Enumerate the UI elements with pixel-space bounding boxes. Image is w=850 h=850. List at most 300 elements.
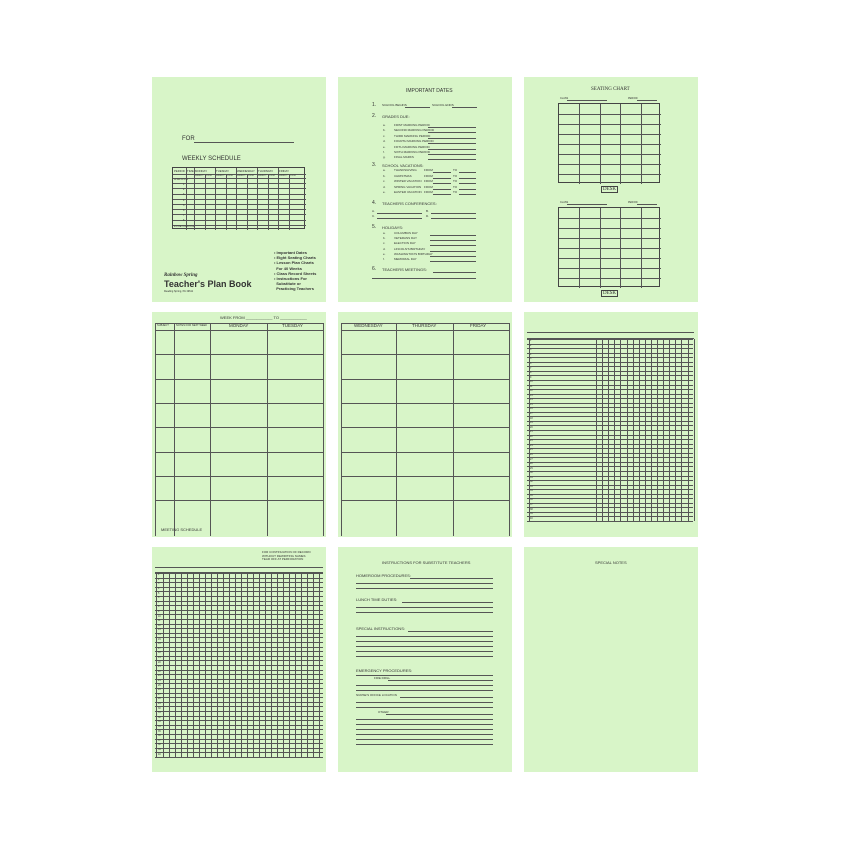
schedule-subheader: ROOM: [268, 175, 275, 177]
rule-line: [155, 610, 323, 611]
row-number: 33: [530, 484, 533, 488]
row-number: 7: [158, 600, 160, 604]
rule-line: [694, 339, 695, 521]
rule-line: [155, 628, 323, 632]
row-number: 21: [158, 665, 161, 669]
to-label: TO: [453, 179, 458, 183]
holiday-letter: c.: [383, 241, 386, 246]
column-subject: SUBJECT: [157, 324, 169, 327]
row-number: 30: [158, 706, 161, 710]
rule-line: [356, 607, 493, 608]
rule-line: [452, 107, 477, 108]
rule-line: [341, 452, 509, 453]
row-number: 19: [530, 421, 533, 425]
schedule-subheader: SUBJECT: [215, 175, 225, 177]
rule-line: [433, 183, 451, 184]
for-label: FOR: [182, 136, 195, 142]
row-number: 17: [158, 646, 161, 650]
row-number: 4: [158, 587, 160, 590]
row-number: 28: [158, 697, 161, 701]
conference-label: A.: [372, 209, 375, 213]
rule-line: [377, 213, 422, 214]
rule-line: [155, 452, 323, 453]
row-number: 24: [158, 679, 161, 682]
perforation-note: FOR CONTINUATION OF RECORD WITHOUT REWRITING NAMES TEAR OFF AT PERFORATION: [262, 550, 311, 562]
holiday-item: VETERANS DAY: [394, 236, 417, 241]
important-dates-page: [338, 77, 512, 302]
row-number: 1: [158, 573, 160, 577]
substitute-lines: [338, 547, 512, 772]
weekly-plan-left-page: [152, 312, 326, 537]
rule-line: [527, 389, 693, 393]
row-number: 1: [530, 339, 532, 343]
rule-line: [173, 204, 306, 205]
vacation-letter: e.: [383, 190, 386, 194]
rule-line: [408, 631, 493, 632]
grade-item: SIXTH MARKING PERIOD: [394, 150, 431, 154]
row-number: 15: [158, 637, 161, 641]
rule-line: [433, 172, 451, 173]
rule-line: [155, 587, 323, 588]
rule-line: [559, 144, 661, 145]
row-number: 40: [158, 752, 161, 756]
rule-line: [155, 702, 323, 703]
teachers-meetings-title: TEACHERS MEETINGS:: [382, 267, 427, 272]
row-number: 26: [530, 452, 533, 456]
column-monday: MONDAY: [229, 323, 249, 328]
vacation-item: THANKSGIVING: [394, 168, 417, 172]
rule-line: [637, 204, 657, 205]
rule-line: [155, 739, 323, 740]
rule-line: [527, 521, 693, 522]
rule-line: [155, 720, 323, 724]
row-number: 32: [158, 715, 161, 719]
rule-line: [356, 641, 493, 642]
seating-class-label: CLASS: [560, 201, 569, 204]
grade-letter: d.: [383, 139, 386, 144]
period-number: 5: [183, 203, 185, 207]
period-number: 2: [183, 188, 185, 192]
grade-letter: f.: [383, 150, 385, 154]
vacation-letter: a.: [383, 168, 386, 172]
grade-item: FIFTH MARKING PERIOD: [394, 144, 430, 149]
section-number: 2.: [372, 113, 377, 119]
rule-line: [173, 214, 306, 218]
holiday-item: LINCOLN'S BIRTHDAY: [394, 246, 426, 251]
feature-item: • Class Record Sheets: [274, 270, 317, 276]
section-number: 3.: [372, 162, 377, 168]
rule-line: [341, 403, 509, 404]
desk-label: DESK: [602, 291, 617, 296]
rule-line: [527, 516, 693, 517]
rule-line: [430, 240, 476, 241]
holiday-item: MEMORIAL DAY: [394, 257, 417, 261]
from-label: FROM: [424, 168, 433, 172]
week-from-heading: WEEK FROM ____________ TO ____________: [220, 315, 307, 320]
rule-line: [433, 189, 451, 190]
row-number: 21: [530, 430, 533, 434]
row-number: 31: [530, 475, 533, 479]
rule-line: [527, 362, 693, 363]
rule-line: [155, 476, 323, 477]
rule-line: [527, 421, 693, 425]
grade-item: FIRST MARKING PERIOD: [394, 123, 430, 127]
weekly-plan-right-grid: [338, 312, 512, 537]
from-label: FROM: [424, 179, 433, 183]
rule-line: [527, 435, 693, 436]
period-number: 3: [183, 193, 185, 197]
rule-line: [372, 278, 476, 279]
section-number: 1.: [372, 102, 377, 108]
rule-line: [155, 706, 323, 707]
section-number: 5.: [372, 224, 377, 230]
rule-line: [433, 194, 451, 195]
rule-line: [559, 278, 661, 279]
feature-item: • Important Dates: [274, 250, 307, 255]
weekly-schedule-title: WEEKLY SCHEDULE: [182, 156, 241, 162]
rule-line: [356, 583, 493, 584]
row-number: 9: [158, 610, 160, 613]
rule-line: [341, 427, 509, 428]
grade-letter: c.: [383, 133, 386, 138]
rule-line: [405, 107, 430, 108]
rule-line: [155, 354, 323, 355]
rule-line: [527, 457, 693, 458]
rule-line: [173, 199, 306, 200]
schedule-subheader: SUBJECT: [236, 175, 246, 177]
row-number: 34: [158, 725, 161, 728]
rule-line: [356, 719, 493, 720]
cover-title: Teacher's Plan Book: [164, 279, 252, 289]
rule-line: [356, 656, 493, 657]
row-number: 17: [530, 412, 533, 415]
rule-line: [428, 154, 476, 155]
holiday-letter: a.: [383, 231, 386, 235]
rule-line: [341, 330, 509, 331]
rule-line: [527, 462, 693, 466]
rule-line: [155, 711, 323, 715]
rule-line: [155, 427, 323, 428]
week-from-label: WEEK FROM: [220, 315, 245, 320]
rule-line: [173, 209, 306, 210]
column-notes: NOTES FOR NEXT WEEK: [176, 324, 208, 327]
meeting-schedule-label: MEETING SCHEDULE: [161, 527, 203, 532]
seating-grid: [558, 207, 660, 287]
class-record-page-2: [152, 547, 326, 772]
home-room-label: HOME ROOM: [174, 179, 188, 181]
rule-line: [155, 582, 323, 586]
to-label: TO: [453, 173, 458, 178]
grade-item: THIRD MARKING PERIOD: [394, 133, 431, 138]
row-number: 19: [158, 656, 161, 659]
schedule-subheader: ROOM: [289, 175, 296, 177]
rule-line: [155, 757, 323, 758]
rule-line: [559, 218, 661, 219]
rule-line: [155, 660, 323, 661]
schedule-header: TIME: [187, 168, 194, 173]
rule-line: [430, 261, 476, 262]
row-number: 11: [530, 384, 533, 388]
publisher-line: Reading Spring, PA 19611: [164, 290, 194, 293]
rule-line: [559, 238, 661, 239]
important-dates-title: IMPORTANT DATES: [406, 88, 453, 94]
row-number: 5: [158, 591, 160, 595]
row-number: 33: [158, 720, 161, 724]
vacation-item: WINTER VACATION: [394, 179, 422, 183]
rule-line: [155, 670, 323, 671]
row-number: 16: [158, 642, 161, 646]
schedule-header: TUESDAY: [216, 168, 230, 173]
row-number: 39: [158, 748, 161, 751]
rule-line: [559, 134, 661, 135]
rule-line: [155, 688, 323, 692]
rule-line: [173, 188, 306, 192]
row-number: 8: [530, 371, 532, 375]
to-label: TO: [453, 190, 458, 194]
rule-line: [527, 375, 693, 376]
conference-label: B.: [426, 209, 429, 213]
rule-line: [527, 398, 693, 402]
rule-line: [155, 679, 323, 680]
rule-line: [356, 707, 493, 708]
substitute-title: INSTRUCTIONS FOR SUBSTITUTE TEACHERS: [382, 560, 471, 565]
rule-line: [428, 127, 476, 128]
vacation-letter: d.: [383, 184, 386, 189]
rule-line: [527, 348, 693, 352]
rule-line: [527, 425, 693, 426]
weekly-plan-right-page: [338, 312, 512, 537]
special-instructions-label: SPECIAL INSTRUCTIONS:: [356, 626, 405, 631]
rule-line: [155, 633, 323, 634]
schedule-header: WEDNESDAY: [237, 168, 255, 173]
row-number: 9: [530, 375, 532, 379]
from-label: FROM: [424, 184, 433, 189]
rule-line: [431, 218, 476, 219]
rule-line: [356, 646, 493, 647]
rule-line: [559, 248, 661, 249]
rule-line: [527, 466, 693, 467]
rule-line: [527, 416, 693, 417]
rule-line: [386, 714, 493, 715]
rule-line: [431, 213, 476, 214]
rule-line: [459, 194, 476, 195]
rule-line: [559, 258, 661, 259]
row-number: 38: [158, 743, 161, 747]
row-number: 28: [530, 462, 533, 466]
row-number: 20: [158, 660, 161, 664]
rule-line: [155, 693, 323, 694]
special-notes-page: [524, 547, 698, 772]
rule-line: [155, 624, 323, 625]
rule-line: [559, 164, 661, 165]
rule-line: [527, 344, 693, 345]
to-label: TO: [453, 168, 458, 172]
row-number: 31: [158, 711, 161, 715]
row-number: 32: [530, 480, 533, 484]
holiday-letter: e.: [383, 251, 386, 256]
rule-line: [527, 494, 693, 495]
row-number: 25: [530, 448, 533, 452]
rule-line: [527, 430, 693, 434]
row-number: 3: [530, 348, 532, 352]
other-label: OTHER: [378, 710, 389, 714]
rule-line: [155, 647, 323, 648]
row-number: 2: [530, 343, 532, 347]
weekly-schedule-table: [172, 167, 305, 229]
rule-line: [527, 489, 693, 493]
rule-line: [155, 637, 323, 638]
rule-line: [341, 354, 509, 355]
rule-line: [527, 444, 693, 445]
row-number: 38: [530, 507, 533, 511]
class-record-page-1: [524, 312, 698, 537]
rule-line: [527, 439, 693, 443]
rule-line: [155, 716, 323, 717]
grade-letter: a.: [383, 123, 386, 127]
cover-page: [152, 77, 326, 302]
class-record-grid-2: [152, 547, 326, 772]
substitute-instructions-page: [338, 547, 512, 772]
rule-line: [356, 612, 493, 613]
row-number: 10: [158, 614, 161, 618]
holiday-item: ELECTION DAY: [394, 241, 416, 246]
grade-item: FINAL MARKS: [394, 155, 414, 160]
rule-line: [356, 702, 493, 703]
row-number: 12: [158, 623, 161, 627]
rule-line: [155, 642, 323, 646]
rule-line: [459, 178, 476, 179]
rule-line: [388, 680, 493, 681]
section-number: 6.: [372, 266, 377, 272]
rule-line: [527, 353, 693, 354]
rule-line: [356, 588, 493, 589]
rule-line: [155, 601, 323, 602]
vacation-letter: b.: [383, 173, 386, 178]
vacation-item: SPRING VACATION: [394, 184, 422, 189]
rule-line: [559, 268, 661, 269]
rule-line: [402, 602, 493, 603]
row-number: 15: [530, 402, 533, 406]
row-number: 22: [158, 669, 161, 673]
rule-line: [155, 591, 323, 592]
school-vacations-title: SCHOOL VACATIONS:: [382, 163, 424, 168]
row-number: 23: [158, 674, 161, 678]
row-number: 18: [158, 651, 161, 655]
homeroom-label: HOMEROOM PROCEDURES:: [356, 573, 411, 578]
rule-line: [155, 729, 323, 730]
rule-line: [428, 159, 476, 160]
from-label: FROM: [424, 190, 433, 194]
grade-letter: e.: [383, 144, 386, 149]
rule-line: [155, 725, 323, 726]
schedule-header: FRIDAY: [279, 168, 290, 173]
schedule-subheader: SUBJECT: [257, 175, 267, 177]
row-number: 16: [530, 407, 533, 411]
rule-line: [155, 697, 323, 701]
rule-line: [173, 194, 306, 195]
row-number: 13: [530, 393, 533, 397]
row-number: 10: [530, 380, 533, 384]
rule-line: [459, 172, 476, 173]
rule-line: [527, 371, 693, 375]
schedule-subheader: ROOM: [247, 175, 254, 177]
rule-line: [155, 748, 323, 749]
rule-line: [527, 403, 693, 404]
conference-label: D.: [426, 214, 429, 218]
row-number: 37: [530, 503, 533, 506]
rule-line: [155, 619, 323, 623]
row-number: 11: [158, 619, 161, 623]
rule-line: [430, 256, 476, 257]
row-number: 40: [530, 516, 533, 520]
row-number: 30: [530, 471, 533, 475]
period-number: 7: [183, 214, 185, 218]
row-number: 6: [158, 596, 160, 600]
rule-line: [155, 734, 323, 738]
row-number: 14: [530, 398, 533, 402]
rule-line: [377, 218, 422, 219]
rule-line: [527, 485, 693, 486]
row-number: 39: [530, 512, 533, 516]
section-number: 4.: [372, 200, 377, 206]
vacation-item: CHRISTMAS: [394, 173, 412, 178]
row-number: 27: [530, 457, 533, 461]
rule-line: [155, 683, 323, 684]
rule-line: [559, 124, 661, 125]
holiday-letter: f.: [383, 257, 385, 261]
to-label: TO: [453, 184, 458, 189]
class-record-grid-1: [524, 312, 698, 537]
seating-period-label: PERIOD: [628, 97, 638, 100]
rule-line: [356, 739, 493, 740]
rule-line: [527, 498, 693, 502]
rule-line: [155, 403, 323, 404]
schedule-header: MONDAY: [195, 168, 208, 173]
school-begins-label: SCHOOL BEGINS: [382, 103, 407, 107]
rule-line: [527, 407, 693, 411]
row-number: 4: [530, 352, 532, 356]
holiday-letter: b.: [383, 236, 386, 241]
rule-line: [567, 100, 607, 101]
rule-line: [527, 332, 694, 333]
seating-chart-title: SEATING CHART: [591, 87, 630, 92]
rule-line: [527, 503, 693, 504]
rule-line: [155, 665, 323, 669]
rule-line: [155, 379, 323, 380]
rule-line: [527, 448, 693, 452]
schedule-subheader: SUBJECT: [278, 175, 288, 177]
rule-line: [430, 245, 476, 246]
rule-line: [173, 178, 306, 179]
seating-period-label: PERIOD: [628, 201, 638, 204]
row-number: 36: [530, 498, 533, 502]
row-number: 26: [158, 688, 161, 692]
rule-line: [527, 339, 693, 343]
rule-line: [430, 235, 476, 236]
row-number: 24: [530, 443, 533, 447]
rule-line: [527, 480, 693, 484]
row-number: 3: [158, 582, 160, 586]
rule-line: [341, 379, 509, 380]
rule-line: [428, 138, 476, 139]
rule-line: [155, 500, 323, 501]
rule-line: [428, 143, 476, 144]
rule-line: [527, 507, 693, 508]
row-number: 29: [530, 466, 533, 470]
period-number: 1: [183, 183, 185, 186]
rule-line: [155, 743, 323, 747]
rule-line: [430, 251, 476, 252]
